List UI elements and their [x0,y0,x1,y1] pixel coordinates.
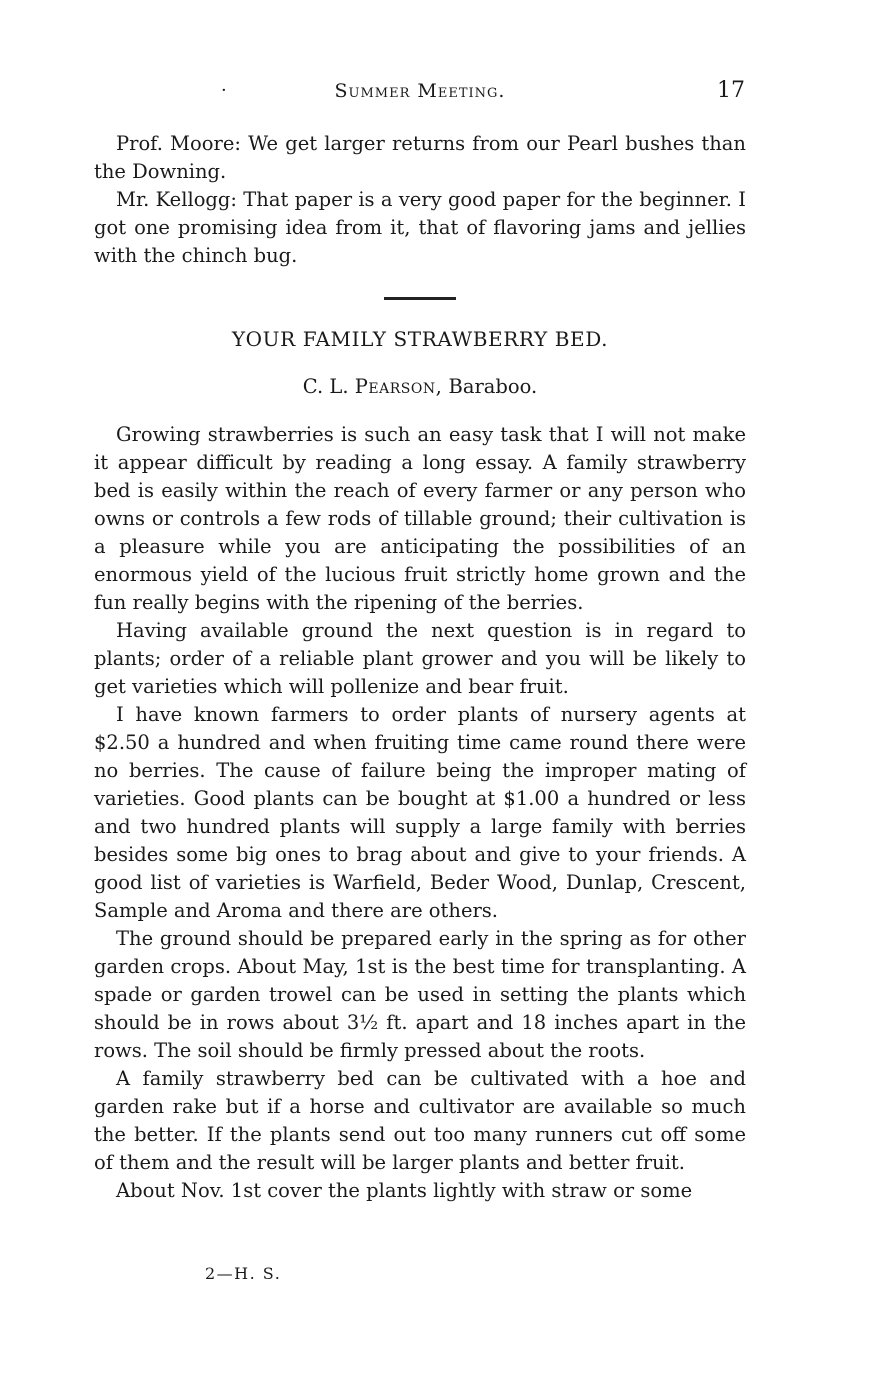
author-surname: Pearson, [354,375,443,398]
article-byline [94,375,746,398]
article-title: YOUR FAMILY STRAWBERRY BED. [231,327,609,351]
article-body [94,421,746,1205]
body-paragraph: Growing strawberries is such an easy task that I will not make it appear difficult by reading a long essay. A family strawberry bed is easily within the reach of every farmer or any person who owns or controls a few rods of tillable ground; their cultivation is a pleasure while you are anticipating the possibilities of an enormous yield of the lucious fruit strictly home grown and the fun really begins with the ripening of the berries. [94,423,746,614]
running-title: Summer Meeting. [334,80,506,102]
header-marker: · [221,80,227,101]
author-initials: C. L. [302,375,349,398]
signature-mark: 2—H. S. [205,1264,282,1283]
discussion-paragraph: Mr. Kellogg: That paper is a very good paper for the beginner. I got one promising idea from it, that of flavoring jams and jellies with the chinch bug. [94,188,746,267]
body-paragraph: About Nov. 1st cover the plants lightly with straw or some [116,1179,693,1202]
section-divider [384,297,456,300]
running-header [95,78,745,108]
body-paragraph: I have known farmers to order plants of nursery agents at $2.50 a hundred and when fruiting time came round there were no berries. The cause of failure being the improper mating of varieties. Good plants can be bought at $1.00 a hundred or less and two hundred plants will supply a large family with berries besides some big ones to brag about and give to your friends. A good list of varieties is Warfield, Beder Wood, Dunlap, Crescent, Sample and Aroma and there are others. [94,703,746,922]
page-number: 17 [717,78,745,103]
body-paragraph: Having available ground the next question is in regard to plants; order of a reliable plant grower and you will be likely to get varieties which will pollenize and bear fruit. [94,619,746,698]
discussion-paragraph: Prof. Moore: We get larger returns from our Pearl bushes than the Downing. [94,132,746,183]
body-paragraph: A family strawberry bed can be cultivated with a hoe and garden rake but if a horse and cultivator are available so much the better. If the plants send out too many runners cut off some of them and the result will be larger plants and better fruit. [94,1067,746,1174]
body-paragraph: The ground should be prepared early in the spring as for other garden crops. About May, 1st is the best time for transplanting. A spade or garden trowel can be used in setting the plants which should be in rows about 3½ ft. apart and 18 inches apart in the rows. The soil should be firmly pressed about the roots. [94,927,746,1062]
discussion-section [94,130,746,270]
author-place: Baraboo. [448,375,538,398]
